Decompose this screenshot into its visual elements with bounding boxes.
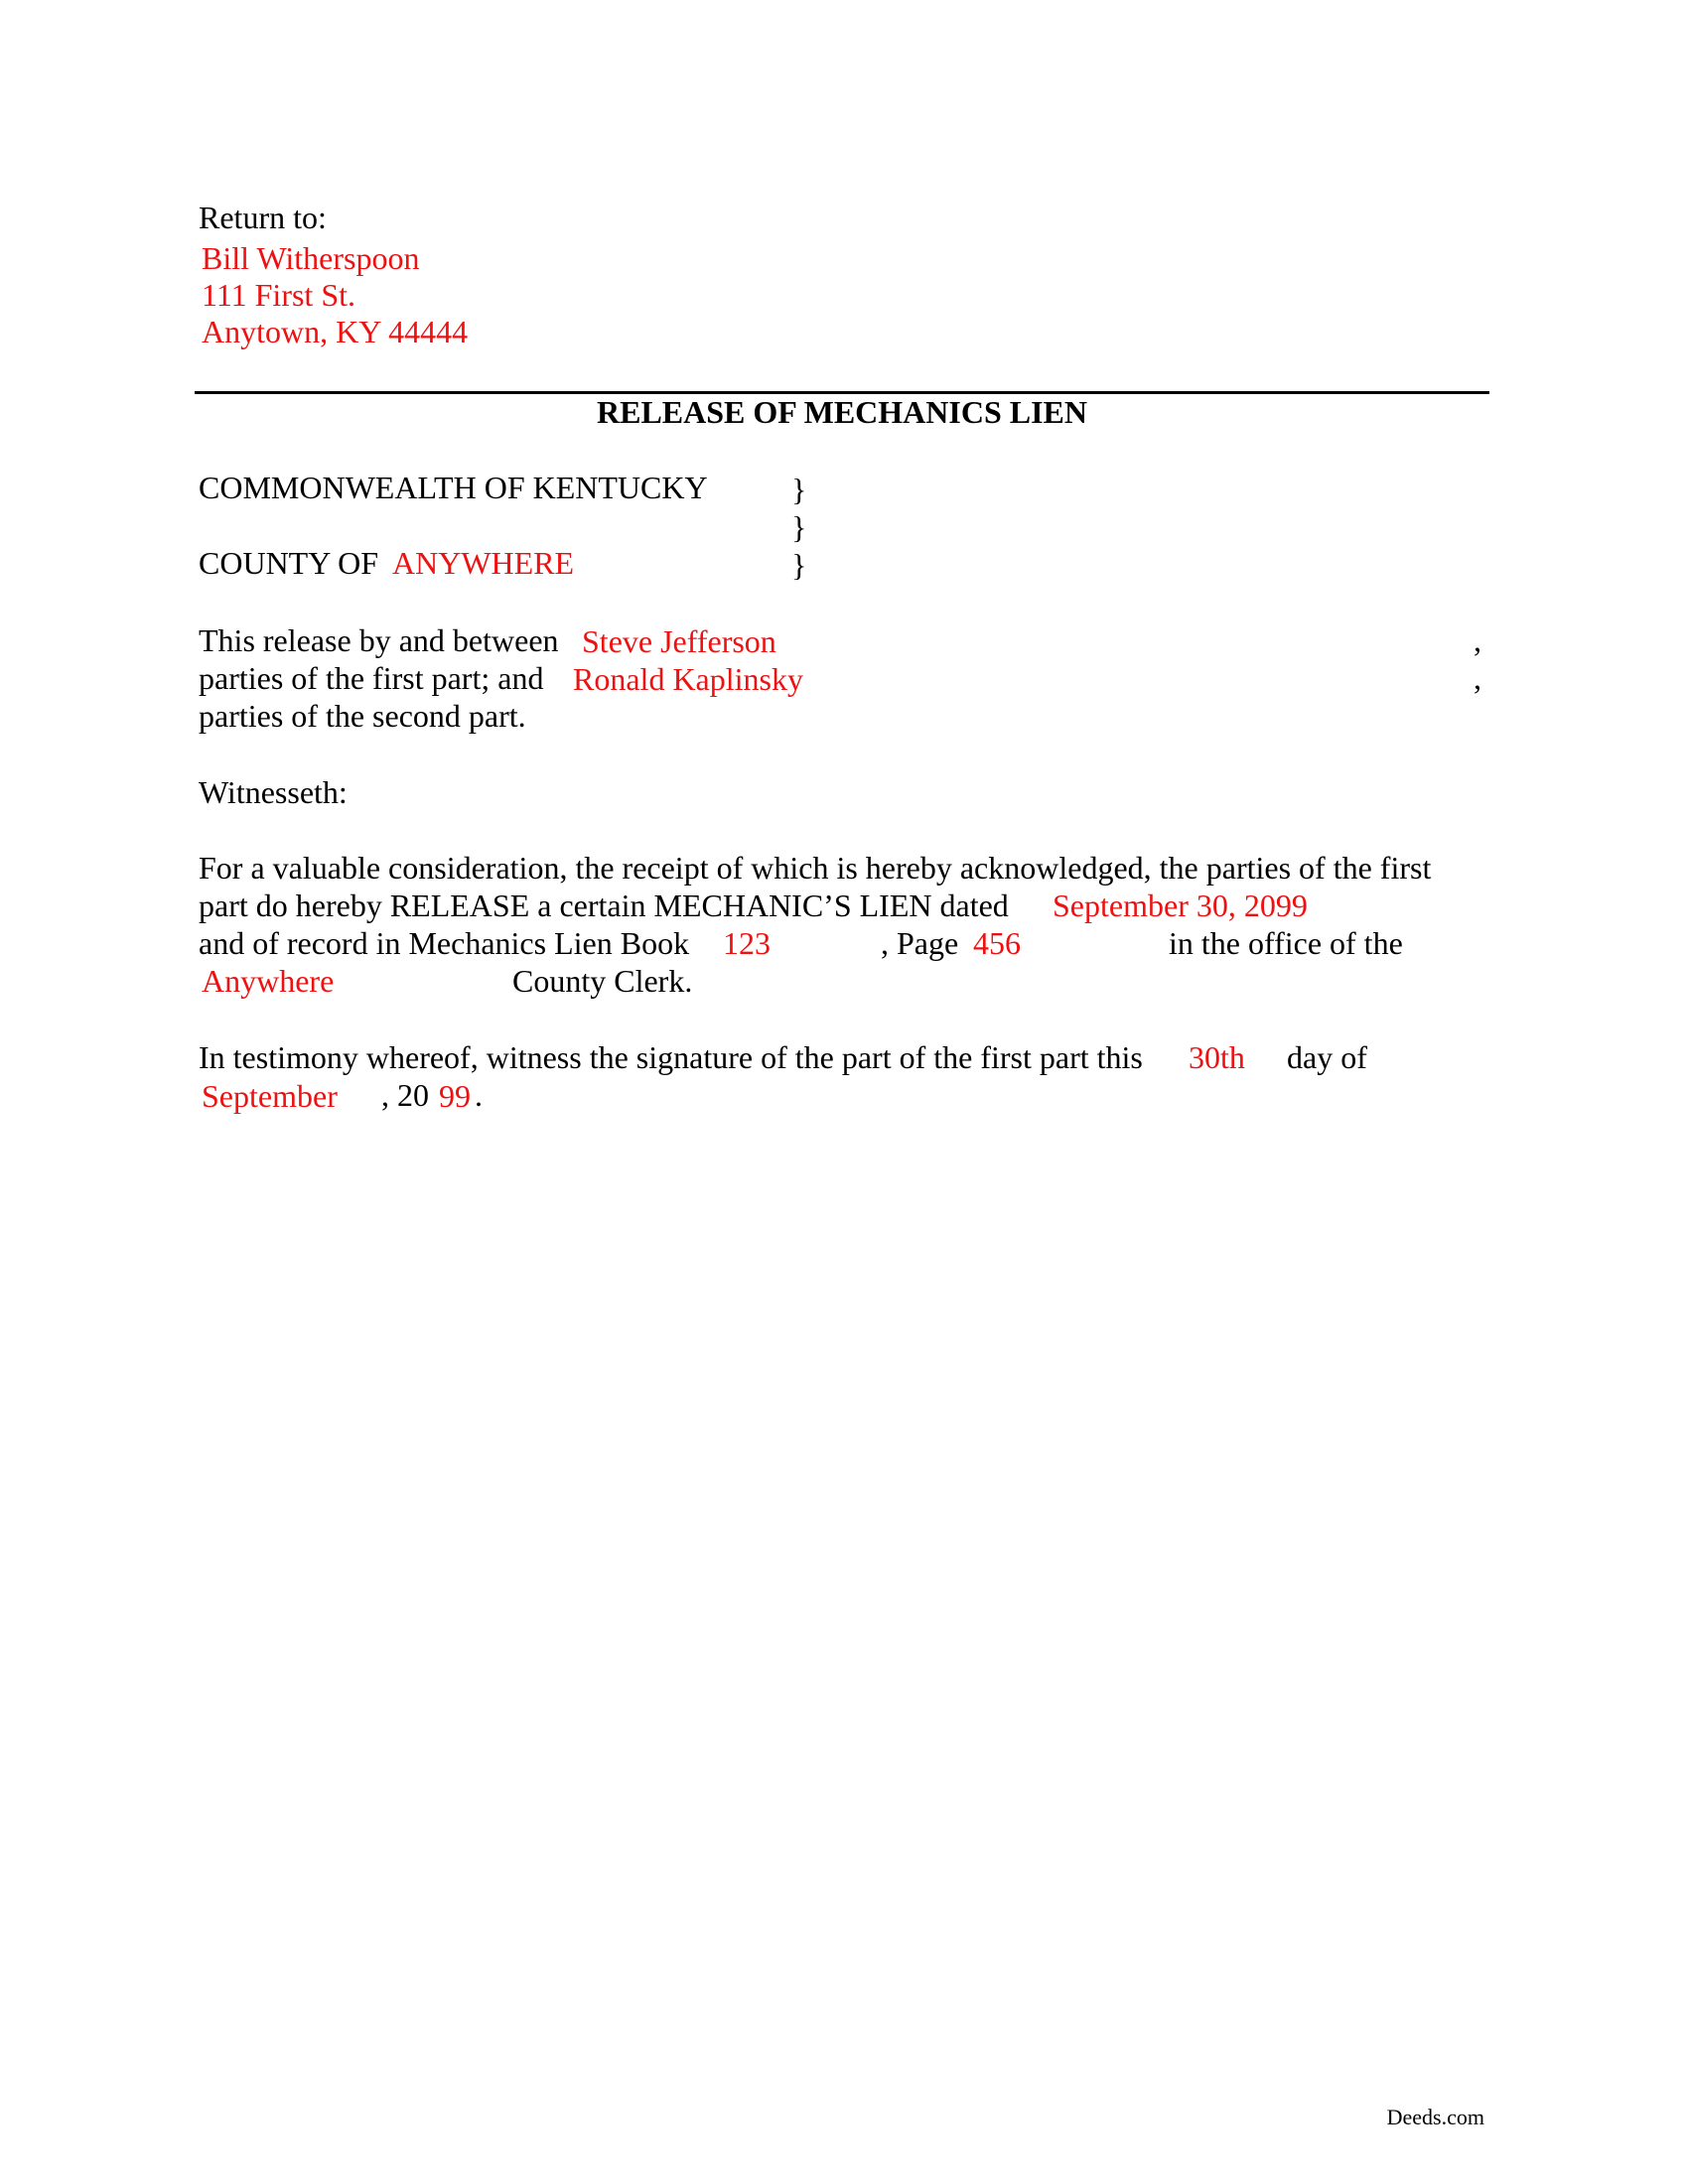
return-name: Bill Witherspoon <box>202 240 420 276</box>
footer-brand: Deeds.com <box>1386 2105 1484 2129</box>
second-party-comma: , <box>1474 660 1481 696</box>
venue-brace-1: } <box>791 472 807 507</box>
testimony-period: . <box>475 1077 483 1113</box>
testimony-day: 30th <box>1189 1039 1245 1075</box>
testimony-line-1: In testimony whereof, witness the signature of the part of the first part this <box>199 1039 1143 1075</box>
release-line-2: part do hereby RELEASE a certain MECHANIC’S LIEN dated <box>199 887 1009 923</box>
clerk-text: County Clerk. <box>512 963 693 999</box>
venue-brace-2: } <box>791 509 807 545</box>
return-street: 111 First St. <box>202 277 355 313</box>
first-party-name: Steve Jefferson <box>582 623 776 659</box>
page-label: , Page <box>881 925 959 961</box>
venue-brace-3: } <box>791 547 807 583</box>
venue-state: COMMONWEALTH OF KENTUCKY <box>199 470 708 505</box>
venue-county-label: COUNTY OF <box>199 545 379 581</box>
lien-date: September 30, 2099 <box>1053 887 1308 923</box>
testimony-year-suffix: 99 <box>439 1078 471 1114</box>
testimony-year-prefix: , 20 <box>381 1077 429 1113</box>
witnesseth: Witnesseth: <box>199 774 348 810</box>
testimony-month: September <box>202 1078 338 1114</box>
first-party-comma: , <box>1474 622 1481 658</box>
lien-page: 456 <box>973 925 1021 961</box>
office-text: in the office of the <box>1169 925 1403 961</box>
parties-intro: This release by and between <box>199 622 559 658</box>
lien-book: 123 <box>723 925 771 961</box>
return-to-label: Return to: <box>199 200 327 235</box>
second-party-name: Ronald Kaplinsky <box>573 661 803 697</box>
second-party-suffix: parties of the second part. <box>199 698 526 734</box>
venue-county-value: ANYWHERE <box>392 545 575 581</box>
testimony-day-of: day of <box>1287 1039 1367 1075</box>
document-title: RELEASE OF MECHANICS LIEN <box>596 394 1087 430</box>
first-party-suffix: parties of the first part; and <box>199 660 544 696</box>
release-line-3: and of record in Mechanics Lien Book <box>199 925 690 961</box>
release-line-1: For a valuable consideration, the receipt of which is hereby acknowledged, the parties of the first <box>199 850 1432 886</box>
return-city-state-zip: Anytown, KY 44444 <box>202 314 469 349</box>
clerk-county: Anywhere <box>202 963 335 999</box>
